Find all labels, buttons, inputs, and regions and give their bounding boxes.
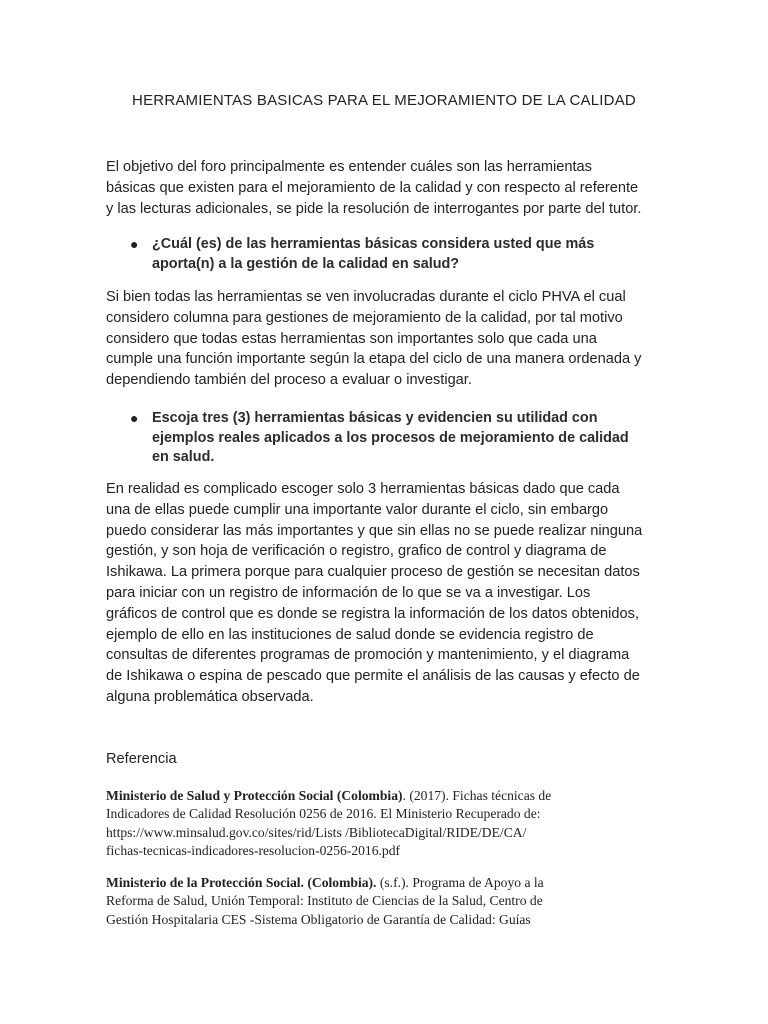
answer-1-line: considero columna para gestiones de mejoramiento de la calidad, por tal motivo [106,309,623,326]
question-2-line: ejemplos reales aplicados a los procesos de mejoramiento de calidad [152,429,629,446]
answer-2-line: de Ishikawa o espina de pescado que permite el análisis de las causas y efecto de [106,668,640,685]
references-heading: Referencia [106,751,177,767]
question-1-line: aporta(n) a la gestión de la calidad en salud? [152,255,460,272]
question-2-bullet [130,409,692,468]
reference-2-year: (s.f.). Programa de Apoyo a la [376,875,544,890]
question-1-line: ¿Cuál (es) de las herramientas básicas considera usted que más [152,236,595,252]
bullet-icon: ● [130,410,139,426]
answer-2-line: consultas de diferentes programas de promoción y mantenimiento, y el diagrama [106,647,630,664]
intro-paragraph [106,157,666,219]
answer-2-line: para iniciar con un registro de información de lo que se va a investigar. Los [106,584,591,601]
answer-2-line: ejemplo de ello en las instituciones de salud donde se evidencia registro de [106,626,594,643]
intro-line: y las lecturas adicionales, se pide la resolución de interrogantes por parte del tutor. [106,200,642,217]
answer-2-line: una de ellas puede cumplir una importante valor durante el ciclo, sin embargo [106,501,609,518]
answer-2-line: puedo considerar las más importantes y que sin ellas no se puede realizar ninguna [106,522,643,539]
answer-2-line: En realidad es complicado escoger solo 3 herramientas básicas dado que cada [106,481,620,497]
reference-2-line: Reforma de Salud, Unión Temporal: Instituto de Ciencias de la Salud, Centro de [106,893,543,909]
document-title: HERRAMIENTAS BASICAS PARA EL MEJORAMIENTO DE LA CALIDAD [132,92,636,109]
reference-1 [106,787,606,860]
reference-2 [106,874,606,929]
reference-1-url[interactable]: https://www.minsalud.gov.co/sites/rid/Lists /BibliotecaDigital/RIDE/DE/CA/ [106,824,527,840]
intro-line: El objetivo del foro principalmente es entender cuáles son las herramientas [106,159,592,175]
answer-2-line: Ishikawa. La primera porque para cualquier proceso de gestión se necesitan datos [106,564,640,581]
question-2-line: en salud. [152,449,215,465]
reference-1-author: Ministerio de Salud y Protección Social (Colombia) [106,788,403,803]
reference-2-first-line [106,874,606,892]
answer-2-line: gestión, y son hoja de verificación o registro, grafico de control y diagrama de [106,543,607,560]
reference-1-first-line [106,787,606,805]
question-2-line: Escoja tres (3) herramientas básicas y evidencien su utilidad con [152,410,598,426]
answer-1-line: considero que todas estas herramientas son importantes solo que cada una [106,330,597,347]
answer-2-paragraph [106,479,666,708]
reference-2-line: Gestión Hospitalaria CES -Sistema Obligatorio de Garantía de Calidad: Guías [106,911,531,927]
answer-2-line: alguna problemática observada. [106,688,314,705]
intro-line: básicas que existen para el mejoramiento de la calidad y con respecto al referente [106,179,639,196]
answer-1-line: dependiendo también del proceso a evaluar o investigar. [106,372,472,389]
answer-1-paragraph [106,287,666,391]
answer-2-line: gráficos de control que es donde se registra la información de los datos obtenidos, [106,605,639,622]
reference-1-url[interactable]: fichas-tecnicas-indicadores-resolucion-0256-2016.pdf [106,842,401,858]
reference-1-line: Indicadores de Calidad Resolución 0256 de 2016. El Ministerio Recuperado de: [106,806,541,822]
answer-1-line: Si bien todas las herramientas se ven involucradas durante el ciclo PHVA el cual [106,289,626,305]
question-1-bullet [130,235,692,274]
bullet-icon: ● [130,236,139,252]
reference-2-author: Ministerio de la Protección Social. (Colombia). [106,875,377,890]
reference-1-year: . (2017). Fichas técnicas de [402,788,552,803]
answer-1-line: cumple una función importante según la etapa del ciclo de una manera ordenada y [106,351,642,368]
